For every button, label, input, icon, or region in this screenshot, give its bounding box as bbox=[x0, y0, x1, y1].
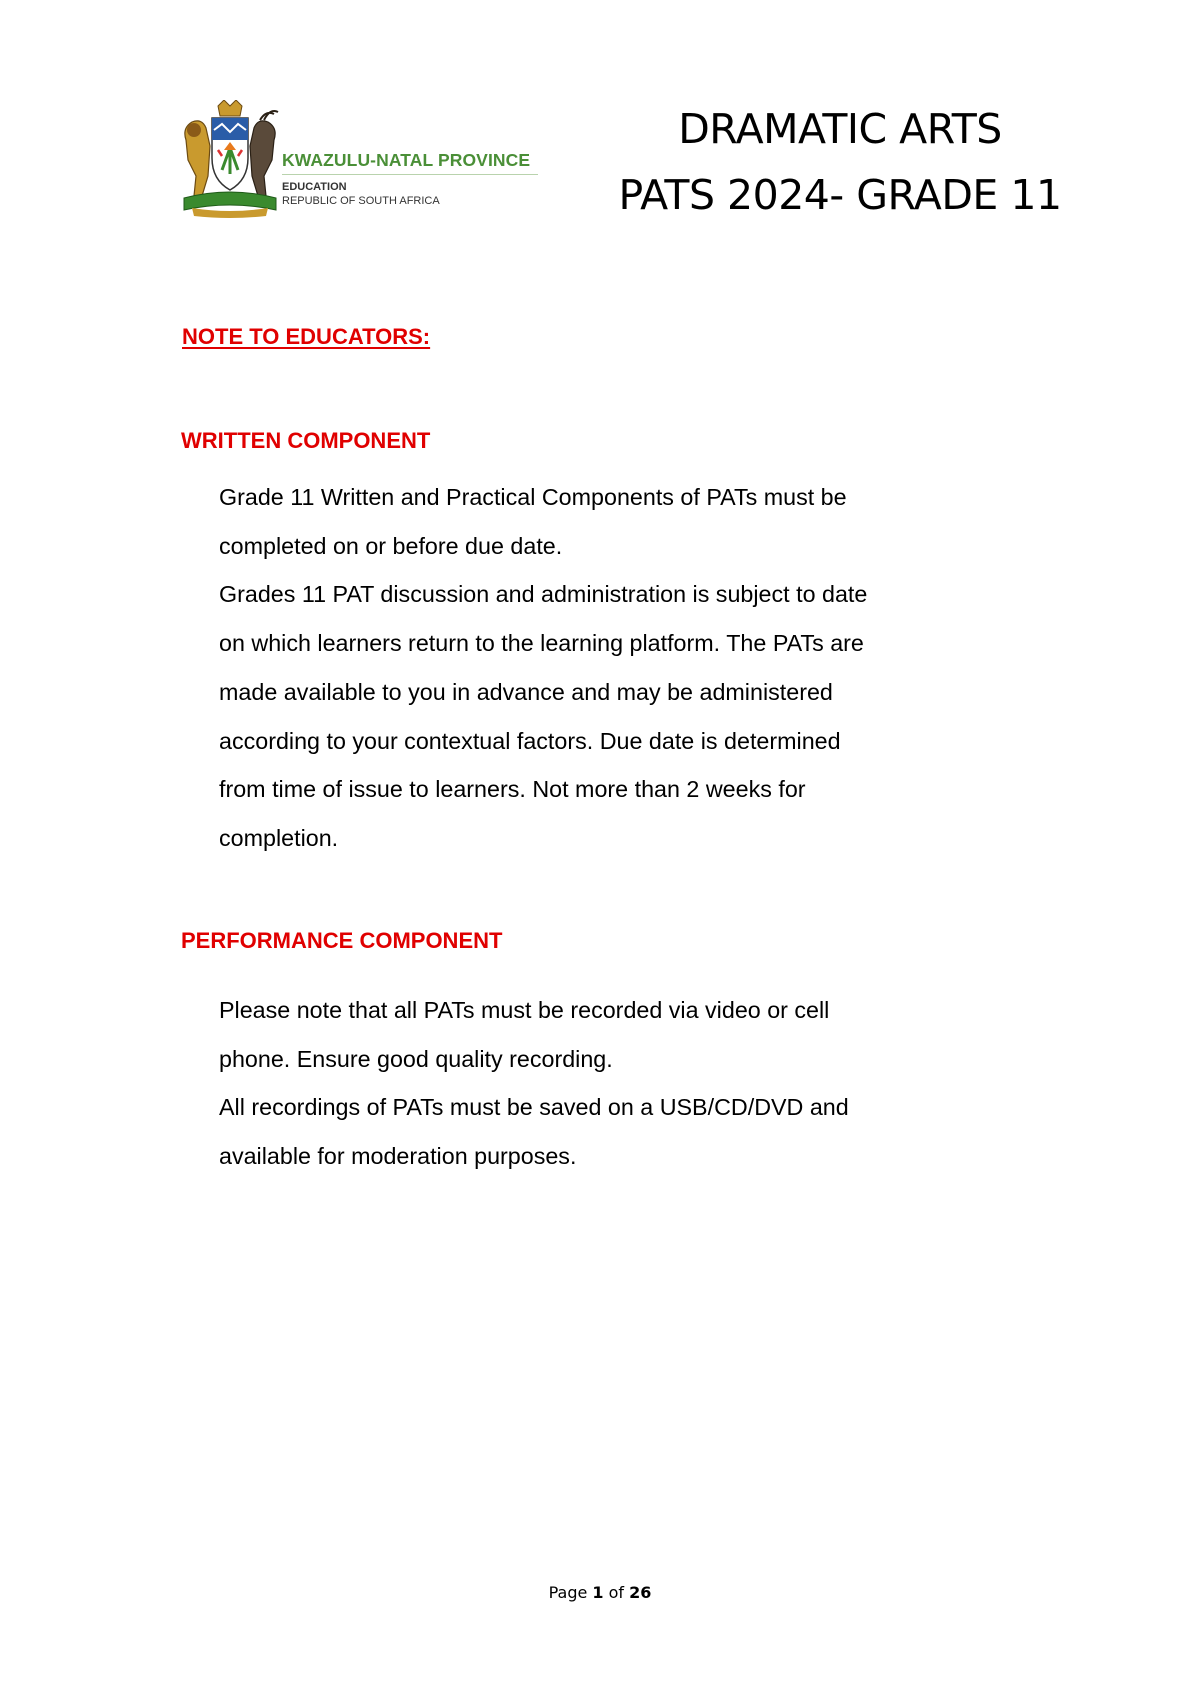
performance-component-text bbox=[219, 986, 1099, 1181]
footer-page-number: 1 bbox=[592, 1583, 604, 1602]
written-component-text bbox=[219, 473, 1099, 863]
footer-page-total: 26 bbox=[629, 1583, 652, 1602]
page-footer bbox=[0, 1583, 1200, 1602]
performance-line: All recordings of PATs must be saved on a USB/CD/DVD and bbox=[219, 1094, 849, 1121]
written-line: completed on or before due date. bbox=[219, 532, 563, 559]
written-line: on which learners return to the learning platform. The PATs are bbox=[219, 630, 864, 657]
kzn-education-logo bbox=[178, 100, 538, 218]
logo-province-name: KWAZULU-NATAL PROVINCE bbox=[282, 150, 538, 175]
logo-country-name: REPUBLIC OF SOUTH AFRICA bbox=[282, 195, 440, 207]
written-line: Grades 11 PAT discussion and administration is subject to date bbox=[219, 581, 868, 608]
note-to-educators-heading: NOTE TO EDUCATORS: bbox=[182, 324, 431, 349]
written-line: according to your contextual factors. Due date is determined bbox=[219, 727, 841, 754]
performance-line: Please note that all PATs must be recorded via video or cell bbox=[219, 997, 830, 1023]
footer-of-word: of bbox=[608, 1583, 625, 1602]
title-grade: PATS 2024- GRADE 11 bbox=[618, 171, 1062, 219]
performance-component-heading: PERFORMANCE COMPONENT bbox=[181, 928, 503, 953]
logo-text bbox=[282, 150, 538, 207]
written-line: from time of issue to learners. Not more than 2 weeks for bbox=[219, 776, 806, 803]
written-line: completion. bbox=[219, 824, 339, 851]
document-title bbox=[560, 96, 1120, 228]
logo-department-name: EDUCATION bbox=[282, 181, 347, 193]
footer-page-word: Page bbox=[548, 1583, 588, 1602]
written-component-heading: WRITTEN COMPONENT bbox=[181, 428, 431, 453]
written-line: made available to you in advance and may be administered bbox=[219, 678, 833, 705]
written-line: Grade 11 Written and Practical Components of PATs must be bbox=[219, 484, 847, 510]
coat-of-arms-icon bbox=[178, 100, 282, 218]
performance-line: available for moderation purposes. bbox=[219, 1143, 577, 1170]
title-subject: DRAMATIC ARTS bbox=[678, 105, 1002, 153]
performance-line: phone. Ensure good quality recording. bbox=[219, 1045, 613, 1072]
